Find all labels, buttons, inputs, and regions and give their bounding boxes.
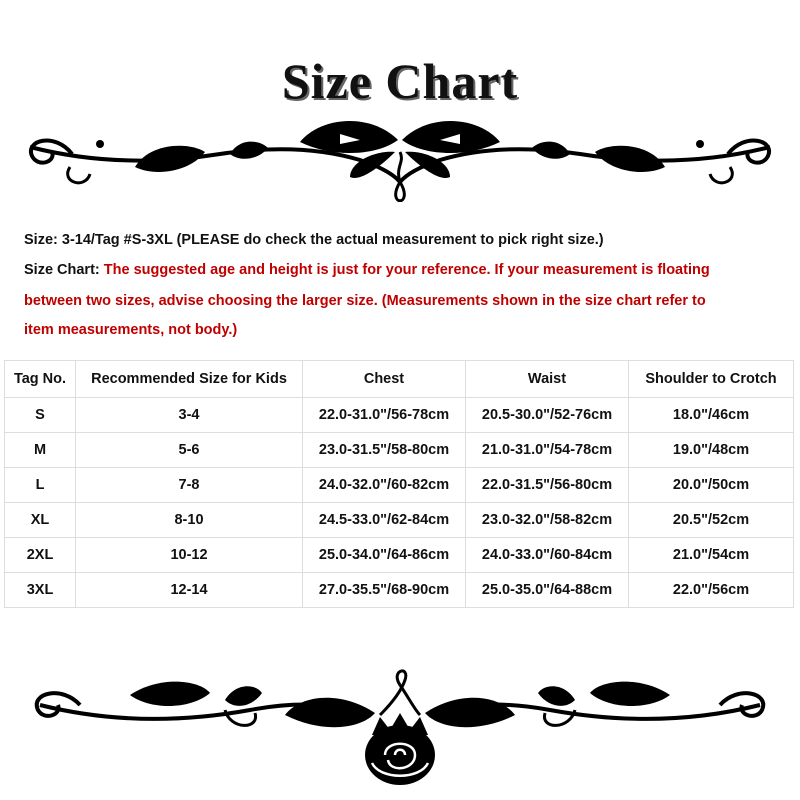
cell-waist: 24.0-33.0"/60-84cm [466,538,629,573]
table-row [5,538,794,573]
page-title: Size Chart [281,53,519,109]
cell-waist: 21.0-31.0"/54-78cm [466,433,629,468]
cell-waist: 25.0-35.0"/64-88cm [466,573,629,608]
cell-tag: S [5,398,76,433]
cell-chest: 22.0-31.0"/56-78cm [303,398,466,433]
cell-shoulder: 18.0"/46cm [629,398,794,433]
cell-kids-size: 12-14 [76,573,303,608]
header-shoulder-to-crotch: Shoulder to Crotch [629,361,794,398]
cell-tag: 3XL [5,573,76,608]
cell-kids-size: 7-8 [76,468,303,503]
cell-tag: M [5,433,76,468]
cell-tag: 2XL [5,538,76,573]
table-header-row [5,361,794,398]
chart-note [24,262,784,278]
cell-tag: XL [5,503,76,538]
cell-kids-size: 10-12 [76,538,303,573]
cell-chest: 24.0-32.0"/60-82cm [303,468,466,503]
cell-shoulder: 21.0"/54cm [629,538,794,573]
table-row [5,433,794,468]
chart-note-text-2: between two sizes, advise choosing the larger size. (Measurements shown in the size chart refer to [24,293,706,309]
cell-waist: 20.5-30.0"/52-76cm [466,398,629,433]
floral-divider-top-icon [0,112,800,202]
cell-waist: 22.0-31.5"/56-80cm [466,468,629,503]
header-waist: Waist [466,361,629,398]
header-recommended-size: Recommended Size for Kids [76,361,303,398]
table-row [5,503,794,538]
size-note-value: 3-14/Tag #S-3XL (PLEASE do check the actual measurement to pick right size.) [61,232,604,248]
header-chest: Chest [303,361,466,398]
cell-waist: 23.0-32.0"/58-82cm [466,503,629,538]
chart-note-text-3: item measurements, not body.) [24,322,238,338]
size-note-label: Size: [24,232,58,248]
table-row [5,573,794,608]
size-note [24,232,784,248]
size-table [4,360,794,608]
cell-shoulder: 20.0"/50cm [629,468,794,503]
cell-kids-size: 3-4 [76,398,303,433]
table-row [5,398,794,433]
cell-chest: 27.0-35.5"/68-90cm [303,573,466,608]
cell-kids-size: 5-6 [76,433,303,468]
rose-divider-bottom-icon [0,655,800,800]
table-row [5,468,794,503]
cell-tag: L [5,468,76,503]
cell-chest: 25.0-34.0"/64-86cm [303,538,466,573]
cell-shoulder: 20.5"/52cm [629,503,794,538]
chart-note-label: Size Chart: [24,262,100,278]
cell-shoulder: 22.0"/56cm [629,573,794,608]
cell-chest: 23.0-31.5"/58-80cm [303,433,466,468]
cell-shoulder: 19.0"/48cm [629,433,794,468]
cell-kids-size: 8-10 [76,503,303,538]
chart-note-text-1: The suggested age and height is just for your reference. If your measurement is floating [103,262,710,278]
header-tag-no: Tag No. [5,361,76,398]
cell-chest: 24.5-33.0"/62-84cm [303,503,466,538]
